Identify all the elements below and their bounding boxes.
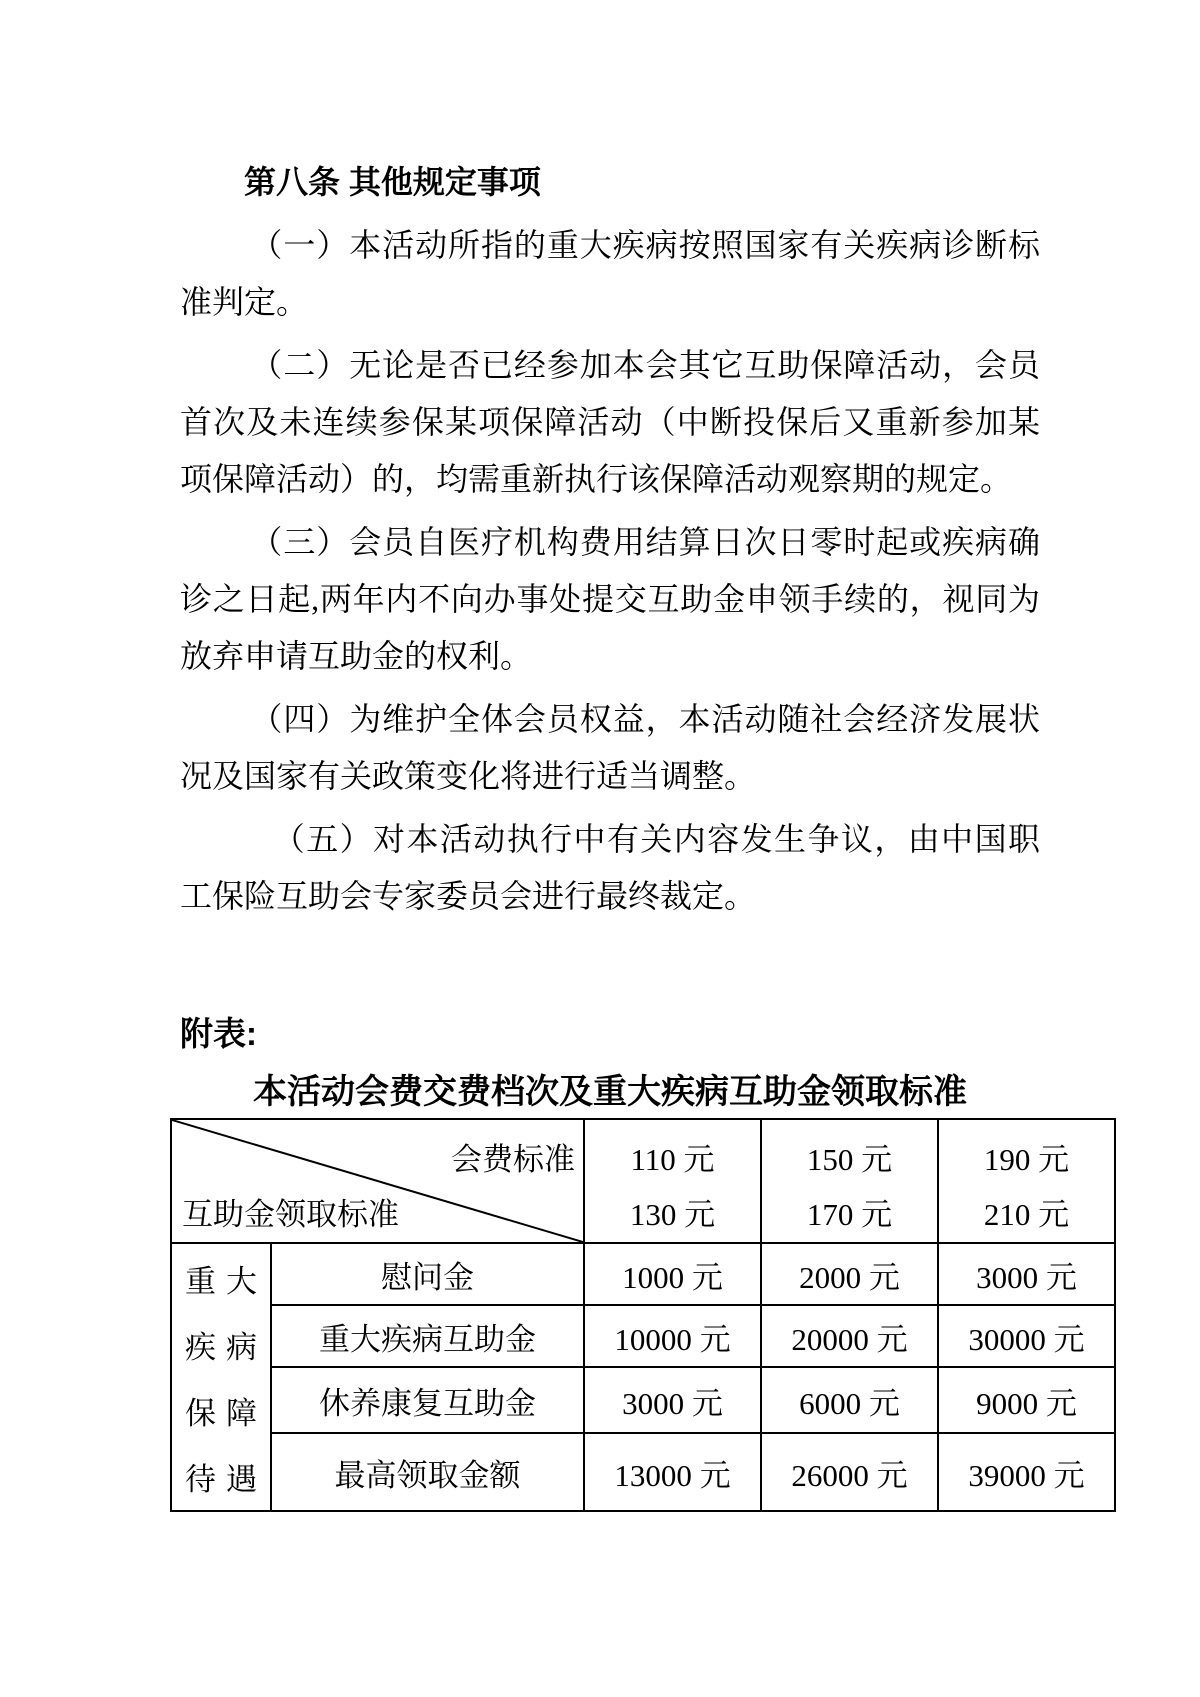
fee-value: 190 元 <box>983 1142 1070 1177</box>
paragraph <box>180 811 1040 925</box>
body-paragraphs <box>180 217 1040 925</box>
paragraph-line: 首次及未连续参保某项保障活动（中断投保后又重新参加某 <box>180 404 1040 440</box>
fee-value: 110 元 <box>630 1142 715 1177</box>
group-label-cell <box>171 1243 271 1511</box>
benefit-table <box>170 1118 1116 1512</box>
paragraph-line: 工保险互助会专家委员会进行最终裁定。 <box>180 878 757 914</box>
paragraph-line: （一）本活动所指的重大疾病按照国家有关疾病诊断标 <box>250 227 1040 263</box>
benefit-value: 6000 元 <box>761 1367 938 1433</box>
benefit-value: 10000 元 <box>584 1305 761 1367</box>
paragraph <box>180 514 1040 685</box>
benefit-value: 2000 元 <box>761 1243 938 1305</box>
fee-tier-cell <box>761 1119 938 1243</box>
paragraph-line: 准判定。 <box>180 284 309 320</box>
paragraph-line: （三）会员自医疗机构费用结算日次日零时起或疾病确 <box>250 524 1040 560</box>
benefit-standard-value: 130 元 <box>629 1197 716 1232</box>
paragraph-line: 放弃申请互助金的权利。 <box>180 638 533 674</box>
table-header-row <box>171 1119 1115 1243</box>
benefit-name: 休养康复互助金 <box>271 1367 584 1433</box>
benefit-value: 9000 元 <box>938 1367 1115 1433</box>
benefit-name: 慰问金 <box>271 1243 584 1305</box>
benefit-value: 13000 元 <box>584 1433 761 1511</box>
benefit-standard-value: 210 元 <box>983 1197 1070 1232</box>
benefit-value: 1000 元 <box>584 1243 761 1305</box>
table-row <box>171 1433 1115 1511</box>
paragraph <box>180 217 1040 331</box>
benefit-value: 26000 元 <box>761 1433 938 1511</box>
paragraph-line: 诊之日起,两年内不向办事处提交互助金申领手续的，视同为 <box>180 581 1040 617</box>
benefit-value: 20000 元 <box>761 1305 938 1367</box>
paragraph <box>180 337 1040 508</box>
corner-cell <box>171 1119 584 1243</box>
benefit-value: 30000 元 <box>938 1305 1115 1367</box>
paragraph-line: （五）对本活动执行中有关内容发生争议，由中国职 <box>272 821 1040 857</box>
benefit-value: 39000 元 <box>938 1433 1115 1511</box>
group-label-line: 疾病 <box>185 1329 267 1365</box>
group-label-line: 保障 <box>185 1395 267 1431</box>
benefit-name: 最高领取金额 <box>271 1433 584 1511</box>
section-heading: 第八条 其他规定事项 <box>244 164 541 200</box>
benefit-standard-value: 170 元 <box>806 1197 893 1232</box>
fee-tier-cell <box>584 1119 761 1243</box>
appendix-label: 附表: <box>180 1015 257 1052</box>
table-row <box>171 1367 1115 1433</box>
paragraph-line: （四）为维护全体会员权益，本活动随社会经济发展状 <box>250 701 1040 737</box>
benefit-value: 3000 元 <box>938 1243 1115 1305</box>
table-row <box>171 1243 1115 1305</box>
corner-label-benefit-standard: 互助金领取标准 <box>182 1197 399 1232</box>
paragraph-line: （二）无论是否已经参加本会其它互助保障活动，会员 <box>250 347 1040 383</box>
group-label <box>172 1245 270 1509</box>
fee-tier-cell <box>938 1119 1115 1243</box>
table-row <box>171 1305 1115 1367</box>
table-title: 本活动会费交费档次及重大疾病互助金领取标准 <box>253 1074 967 1111</box>
fee-value: 150 元 <box>806 1142 893 1177</box>
group-label-line: 重大 <box>185 1263 267 1299</box>
benefit-value: 3000 元 <box>584 1367 761 1433</box>
paragraph-line: 项保障活动）的，均需重新执行该保障活动观察期的规定。 <box>180 461 1013 497</box>
paragraph <box>180 691 1040 805</box>
benefit-name: 重大疾病互助金 <box>271 1305 584 1367</box>
corner-label-fee-standard: 会费标准 <box>451 1142 575 1177</box>
paragraph-line: 况及国家有关政策变化将进行适当调整。 <box>180 758 757 794</box>
group-label-line: 待遇 <box>185 1461 267 1497</box>
